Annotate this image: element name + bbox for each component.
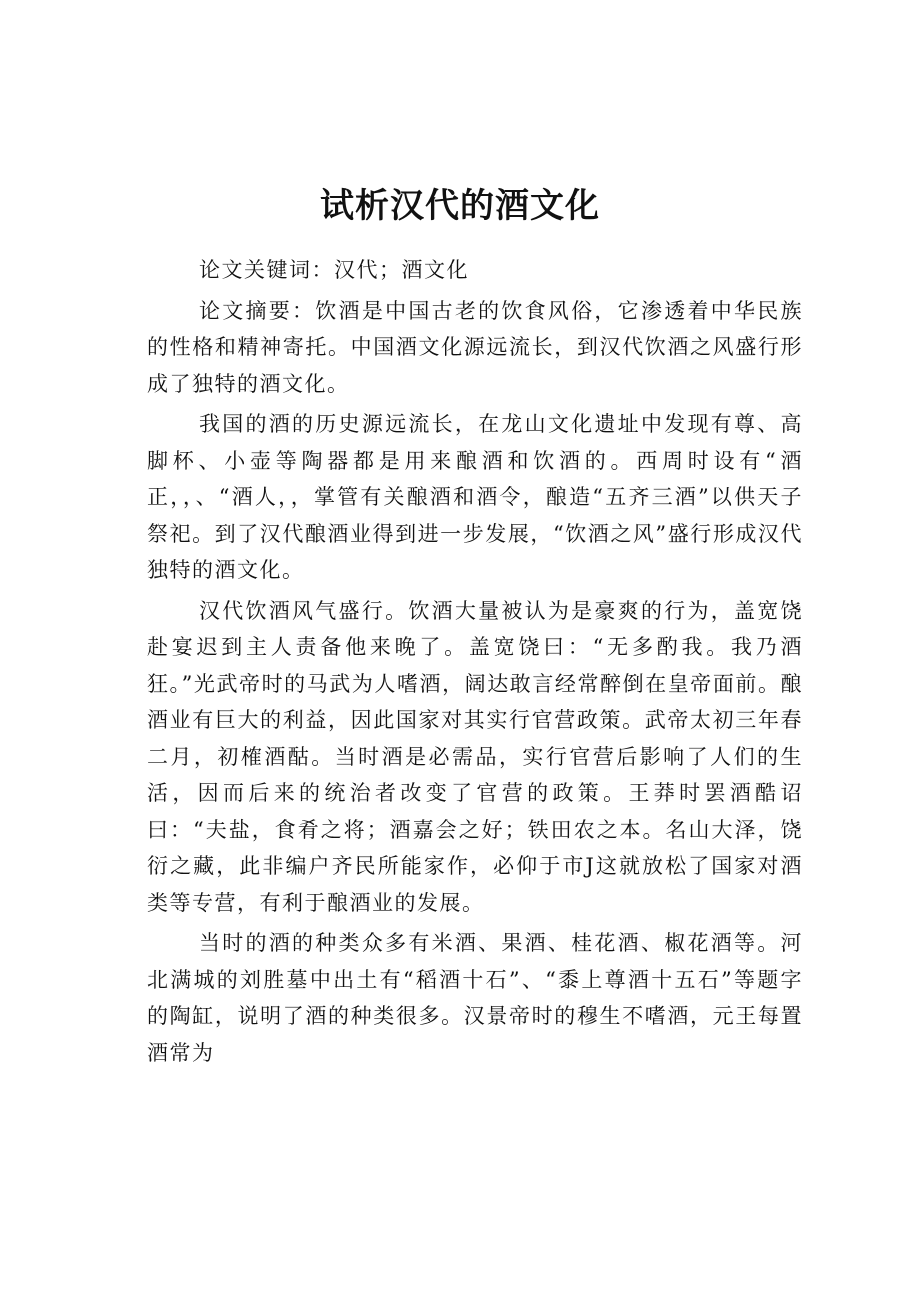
- abstract-paragraph: 论文摘要：饮酒是中国古老的饮食风俗，它渗透着中华民族的性格和精神寄托。中国酒文化源远流长，到汉代饮酒之风盛行形成了独特的酒文化。: [147, 298, 803, 396]
- body-paragraph-drinking-custom: 汉代饮酒风气盛行。饮酒大量被认为是豪爽的行为，盖宽饶赴宴迟到主人责备他来晚了。盖宽饶曰：“无多酌我。我乃酒狂。”光武帝时的马武为人嗜酒，阔达敢言经常醉倒在皇帝面前。酿酒业有巨大的利益，因此国家对其实行官营政策。武帝太初三年春二月，初榷酒酤。当时酒是必需品，实行官营后影响了人们的生活，因而后来的统治者改变了官营的政策。王莽时罢酒酷诏曰：“夫盐，食肴之将；酒嘉会之好；铁田农之本。名山大泽，饶衍之藏，此非编户齐民所能家作，必仰于市J这就放松了国家对酒类等专营，有利于酿酒业的发展。: [147, 598, 803, 915]
- body-paragraph-history: 我国的酒的历史源远流长，在龙山文化遗址中发现有尊、高脚杯、小壶等陶器都是用来酿酒和饮酒的。西周时设有“酒正，，、“酒人，，掌管有关酿酒和酒令，酿造“五齐三酒”以供天子祭祀。到了汉代酿酒业得到进一步发展，“饮酒之风”盛行形成汉代独特的酒文化。: [147, 412, 803, 582]
- keywords-paragraph: 论文关键词：汉代；酒文化: [199, 258, 469, 282]
- document-body: [147, 252, 803, 1071]
- document-title: 试析汉代的酒文化: [320, 185, 600, 226]
- body-paragraph-wine-types: 当时的酒的种类众多有米酒、果酒、桂花酒、椒花酒等。河北满城的刘胜墓中出土有“稻酒十石”、“黍上尊酒十五石”等题字的陶缸，说明了酒的种类很多。汉景帝时的穆生不嗜酒，元王每置酒常为: [147, 931, 803, 1065]
